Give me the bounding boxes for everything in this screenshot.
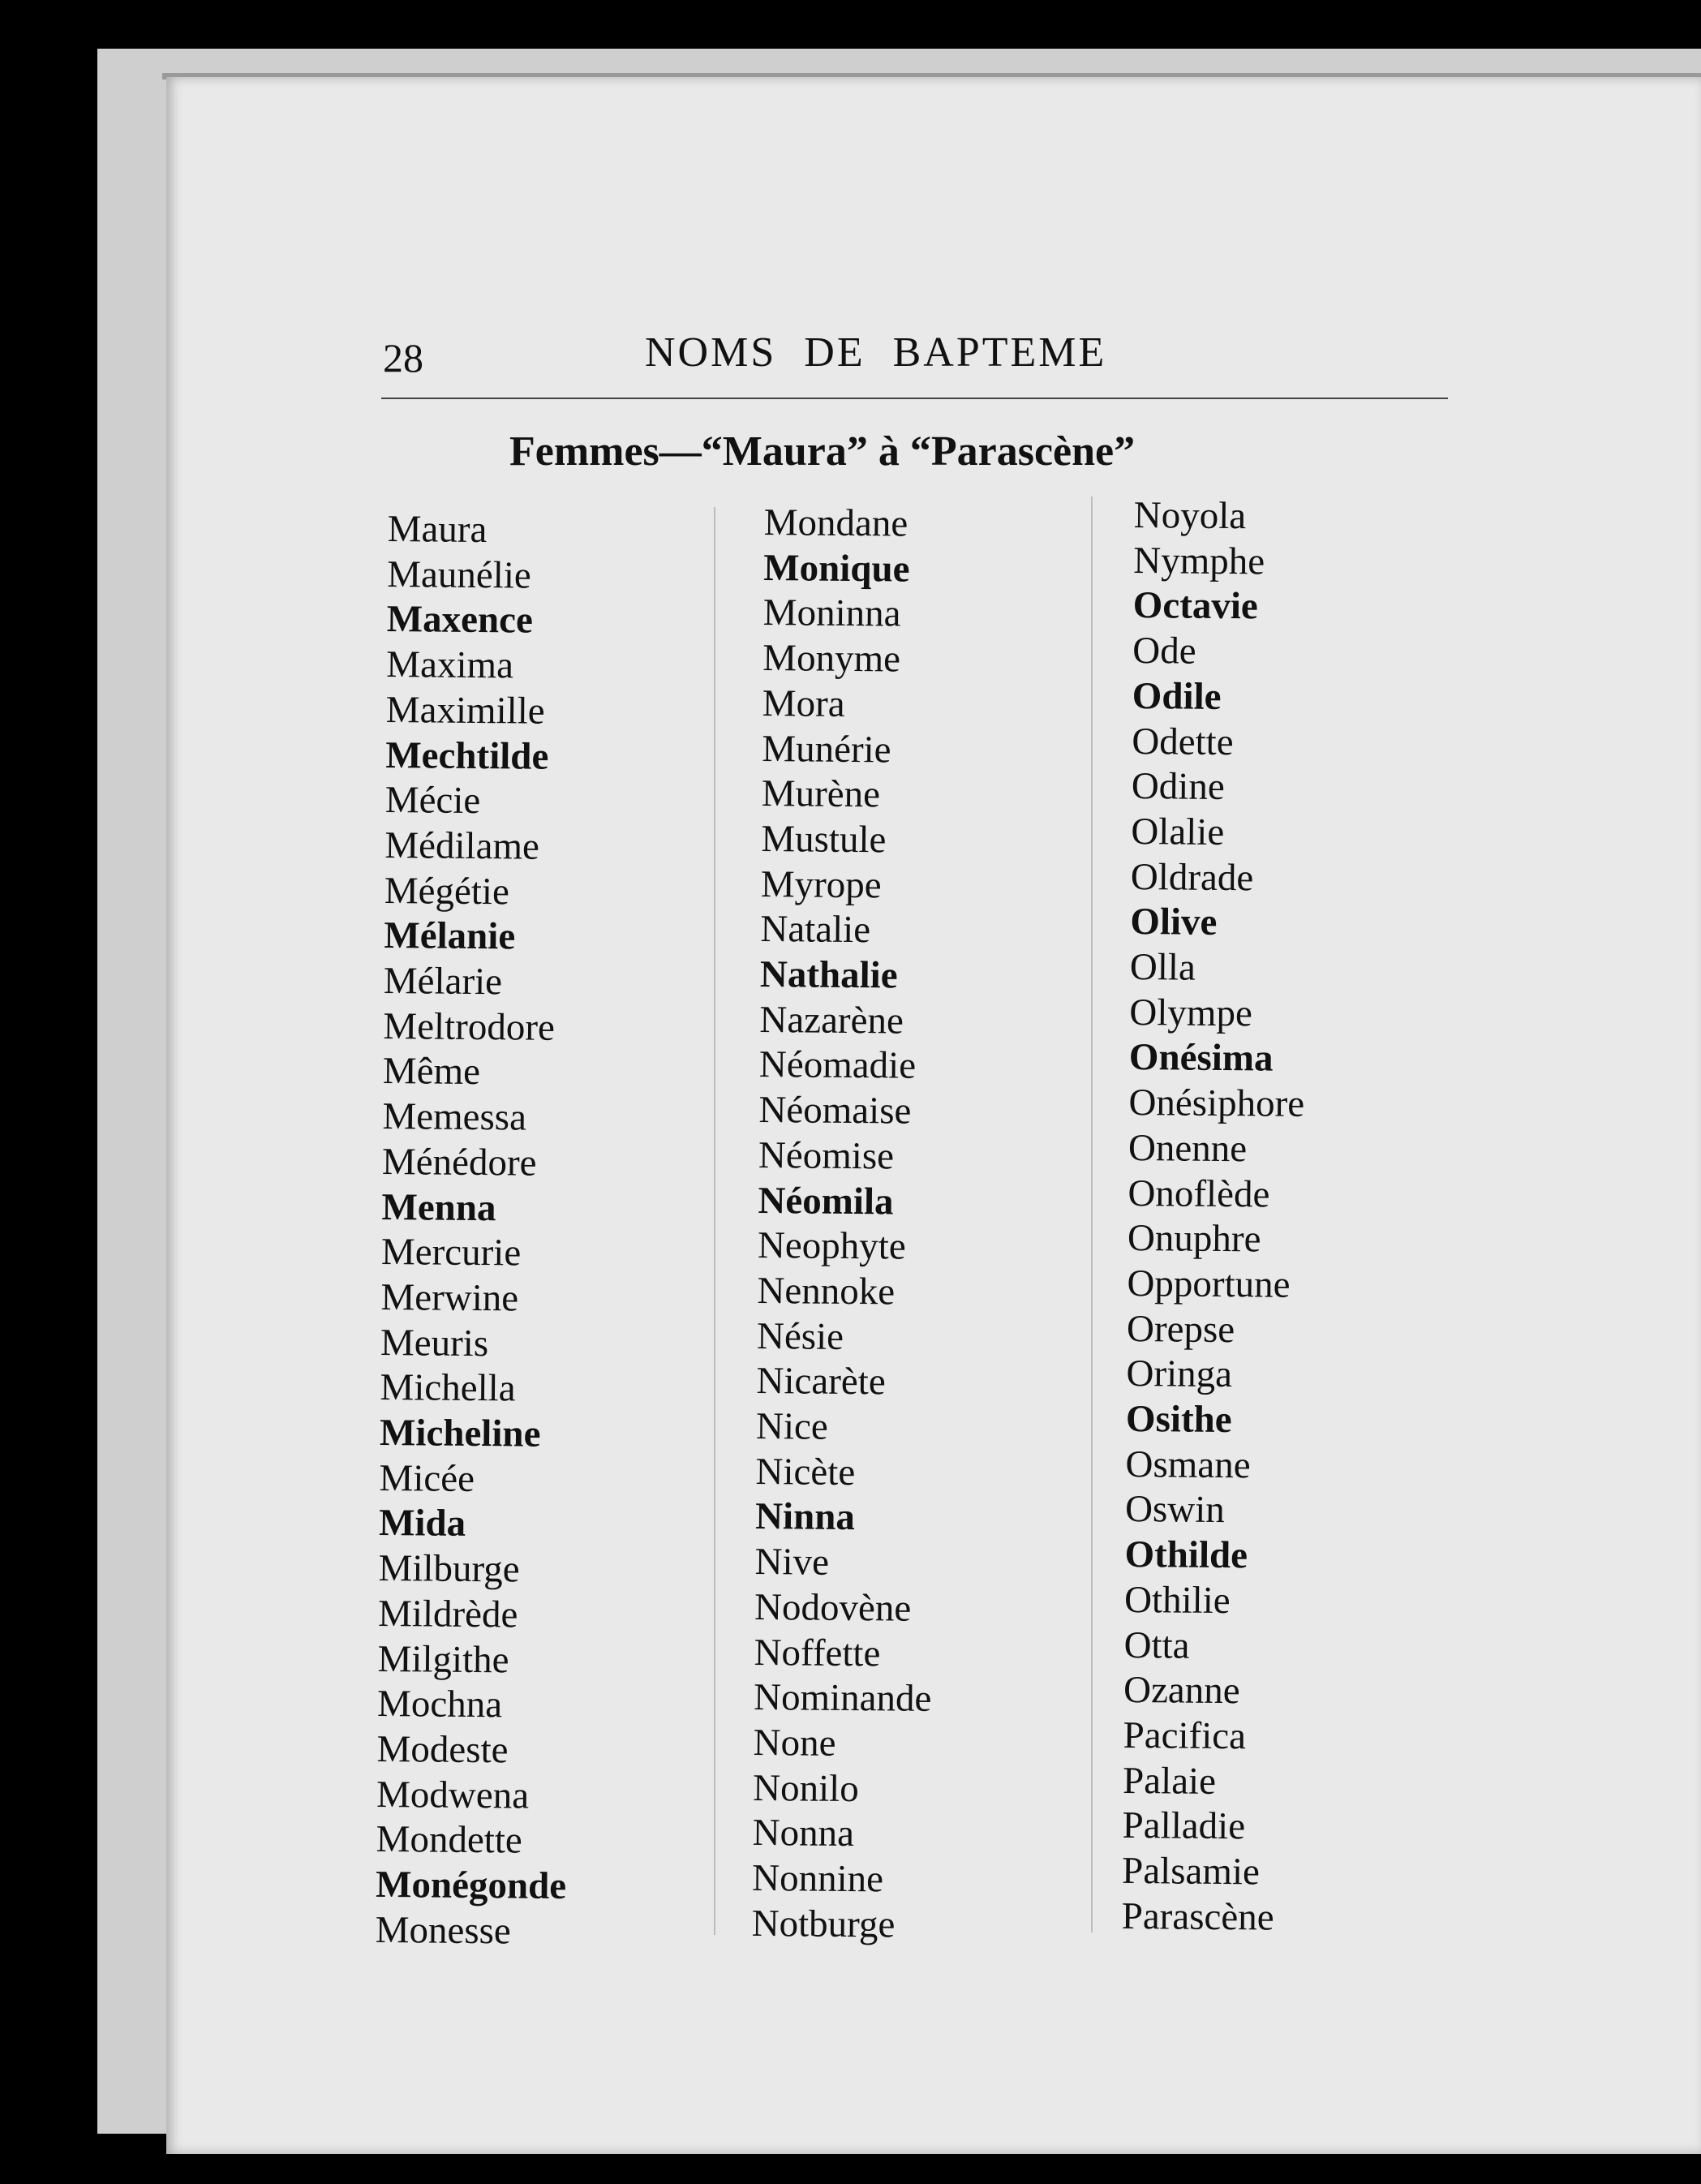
name-entry: Nicète — [755, 1450, 856, 1494]
name-entry: Nodovène — [754, 1585, 912, 1630]
name-entry: Michella — [380, 1366, 516, 1410]
name-entry: Othilie — [1123, 1578, 1231, 1622]
name-entry: Nonnine — [751, 1857, 884, 1901]
name-entry: Néomadie — [758, 1043, 917, 1088]
name-entry: Nazarène — [759, 998, 904, 1043]
name-entry: Notburge — [751, 1902, 896, 1946]
name-entry: Meltrodore — [383, 1004, 556, 1049]
name-entry: Nice — [755, 1405, 829, 1448]
name-entry: Mélanie — [384, 914, 516, 958]
name-entry: Néomaise — [758, 1089, 912, 1133]
name-entry: Modwena — [376, 1773, 530, 1817]
name-entry: Onoflède — [1128, 1172, 1270, 1216]
name-entry: Monesse — [375, 1908, 512, 1953]
name-entry: Nominande — [753, 1676, 932, 1721]
name-entry: Maunélie — [387, 552, 531, 597]
name-entry: Mélarie — [383, 960, 503, 1004]
name-entry: Mercurie — [380, 1231, 522, 1275]
name-entry: Merwine — [380, 1275, 519, 1320]
name-entry: Meuris — [380, 1321, 489, 1365]
name-entry: Olalie — [1131, 810, 1225, 853]
name-entry: Nonilo — [752, 1766, 859, 1810]
name-entry: Mildrède — [377, 1592, 518, 1636]
name-entry: Olla — [1129, 946, 1196, 989]
names-column-2 — [751, 501, 942, 1948]
name-entry: Mochna — [376, 1683, 503, 1726]
section-title: Femmes—“Maura” à “Parascène” — [509, 428, 1136, 475]
name-entry: Odette — [1132, 720, 1234, 763]
name-entry: Orepse — [1126, 1307, 1235, 1351]
name-entry: Onuphre — [1127, 1217, 1261, 1261]
name-entry: Mida — [378, 1502, 466, 1546]
column-divider-2 — [1091, 497, 1093, 1932]
header-rule — [381, 398, 1448, 399]
name-entry: Octavie — [1132, 584, 1259, 628]
name-entry: Noyola — [1133, 493, 1247, 538]
name-entry: Maxima — [386, 643, 514, 687]
name-entry: Mora — [762, 681, 845, 725]
name-entry: None — [753, 1721, 836, 1765]
name-entry: Mondette — [376, 1818, 523, 1862]
name-entry: Ozanne — [1123, 1669, 1240, 1713]
name-entry: Palladie — [1122, 1804, 1246, 1848]
name-entry: Parascène — [1121, 1894, 1274, 1939]
name-entry: Murène — [761, 772, 881, 816]
name-entry: Néomila — [758, 1179, 894, 1223]
name-entry: Monyme — [762, 637, 901, 681]
name-entry: Onésima — [1128, 1036, 1274, 1080]
name-entry: Palsamie — [1121, 1850, 1261, 1894]
name-entry: Olympe — [1129, 991, 1253, 1035]
name-entry: Nathalie — [759, 953, 898, 997]
name-entry: Même — [382, 1050, 481, 1094]
name-entry: Nésie — [756, 1314, 844, 1358]
name-entry: Noffette — [754, 1631, 881, 1675]
name-entry: Mégétie — [384, 869, 510, 913]
column-divider-1 — [714, 507, 715, 1935]
name-entry: Menna — [381, 1185, 496, 1229]
name-entry: Opportune — [1127, 1262, 1291, 1306]
name-entry: Milburge — [378, 1547, 520, 1591]
names-column-1 — [375, 507, 578, 1954]
name-entry: Ninna — [754, 1495, 856, 1539]
name-entry: Nymphe — [1133, 539, 1265, 583]
name-entry: Micheline — [379, 1412, 541, 1455]
name-entry: Micée — [379, 1456, 475, 1500]
name-entry: Odile — [1132, 674, 1222, 718]
name-entry: Moninna — [762, 591, 901, 635]
name-entry: Nonna — [752, 1812, 855, 1855]
name-entry: Néomise — [758, 1133, 895, 1178]
page-number: 28 — [383, 335, 423, 380]
name-entry: Palaie — [1122, 1759, 1217, 1803]
running-head: NOMS DE BAPTEME — [645, 329, 1107, 376]
name-entry: Mondane — [763, 501, 908, 545]
name-entry: Maura — [387, 507, 488, 552]
name-entry: Osmane — [1125, 1442, 1251, 1487]
name-entry: Natalie — [760, 908, 871, 952]
name-entry: Ménédore — [381, 1140, 537, 1184]
name-entry: Nennoke — [757, 1269, 896, 1313]
name-entry: Nive — [754, 1541, 830, 1584]
name-entry: Neophyte — [757, 1224, 906, 1268]
name-entry: Nicarète — [756, 1360, 886, 1404]
names-column-3 — [1121, 493, 1309, 1941]
name-entry: Monique — [763, 546, 910, 591]
name-entry: Oringa — [1126, 1352, 1233, 1396]
name-entry: Onenne — [1128, 1126, 1248, 1171]
name-entry: Otta — [1123, 1623, 1190, 1667]
name-entry: Memessa — [382, 1095, 527, 1139]
name-entry: Milgithe — [377, 1637, 509, 1681]
name-entry: Monégonde — [375, 1864, 567, 1908]
name-entry: Modeste — [376, 1727, 509, 1772]
name-entry: Oswin — [1124, 1488, 1226, 1532]
name-entry: Maxence — [386, 598, 534, 642]
name-entry: Maximille — [385, 688, 545, 733]
name-entry: Onésiphore — [1128, 1081, 1305, 1126]
name-entry: Mécie — [384, 779, 481, 823]
name-entry: Oldrade — [1130, 855, 1254, 899]
name-entry: Osithe — [1125, 1398, 1232, 1442]
name-entry: Olive — [1130, 901, 1218, 944]
name-entry: Médilame — [384, 823, 540, 868]
name-entry: Ode — [1132, 630, 1196, 673]
name-entry: Munérie — [762, 727, 891, 771]
name-entry: Othilde — [1124, 1533, 1248, 1577]
name-entry: Pacifica — [1123, 1713, 1247, 1758]
name-entry: Odine — [1131, 765, 1225, 809]
name-entry: Mustule — [761, 817, 887, 862]
name-entry: Mechtilde — [385, 733, 549, 778]
name-entry: Myrope — [760, 862, 882, 906]
